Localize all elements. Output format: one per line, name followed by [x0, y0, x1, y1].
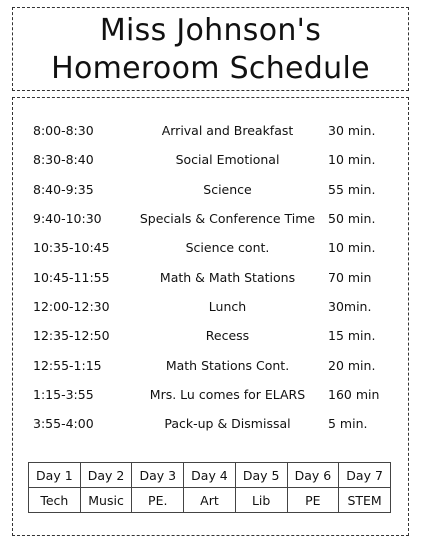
- table-row: [13, 262, 408, 291]
- special-row: [29, 488, 391, 513]
- duration-cell: 5 min.: [328, 416, 368, 432]
- title-line-1: Miss Johnson's: [99, 13, 322, 48]
- day-label: Day 7: [339, 463, 391, 488]
- table-row: [13, 175, 408, 204]
- activity-cell: Social Emotional: [175, 152, 280, 168]
- special-label: Art: [184, 488, 236, 513]
- day-header-row: [29, 463, 391, 488]
- time-cell: 12:00-12:30: [33, 298, 110, 314]
- time-cell: 10:45-11:55: [33, 269, 110, 285]
- activity-cell: Specials & Conference Time: [139, 211, 316, 227]
- table-row: [13, 204, 408, 233]
- day-label: Day 6: [287, 463, 339, 488]
- table-row: [13, 116, 408, 145]
- time-cell: 1:15-3:55: [33, 386, 94, 402]
- day-label: Day 4: [184, 463, 236, 488]
- duration-cell: 20 min.: [328, 357, 376, 373]
- special-label: STEM: [339, 488, 391, 513]
- special-label: Music: [80, 488, 132, 513]
- activity-cell: Science cont.: [185, 240, 270, 256]
- table-row: [13, 380, 408, 409]
- duration-cell: 15 min.: [328, 328, 376, 344]
- time-cell: 3:55-4:00: [33, 416, 94, 432]
- table-row: [13, 350, 408, 379]
- time-cell: 8:30-8:40: [33, 152, 94, 168]
- schedule-box: [12, 97, 409, 536]
- title-line-2: Homeroom Schedule: [51, 51, 370, 86]
- specials-rotation-table: [28, 462, 391, 513]
- day-label: Day 1: [29, 463, 81, 488]
- activity-cell: Mrs. Lu comes for ELARS: [149, 386, 306, 402]
- time-cell: 8:40-9:35: [33, 181, 94, 197]
- table-row: [13, 292, 408, 321]
- duration-cell: 160 min: [328, 386, 380, 402]
- time-cell: 12:55-1:15: [33, 357, 102, 373]
- duration-cell: 30 min.: [328, 123, 376, 139]
- duration-cell: 50 min.: [328, 211, 376, 227]
- day-label: Day 3: [132, 463, 184, 488]
- activity-cell: Lunch: [208, 298, 247, 314]
- title-box: [12, 7, 409, 91]
- day-label: Day 5: [235, 463, 287, 488]
- special-label: Tech: [29, 488, 81, 513]
- activity-cell: Math & Math Stations: [159, 269, 296, 285]
- activity-cell: Arrival and Breakfast: [161, 123, 294, 139]
- special-label: PE: [287, 488, 339, 513]
- special-label: PE.: [132, 488, 184, 513]
- schedule-table: [13, 116, 408, 438]
- activity-cell: Recess: [205, 328, 250, 344]
- special-label: Lib: [235, 488, 287, 513]
- duration-cell: 10 min.: [328, 240, 376, 256]
- time-cell: 10:35-10:45: [33, 240, 110, 256]
- duration-cell: 70 min: [328, 269, 372, 285]
- time-cell: 9:40-10:30: [33, 211, 102, 227]
- duration-cell: 10 min.: [328, 152, 376, 168]
- table-row: [13, 233, 408, 262]
- time-cell: 8:00-8:30: [33, 123, 94, 139]
- table-row: [13, 145, 408, 174]
- activity-cell: Math Stations Cont.: [165, 357, 290, 373]
- activity-cell: Science: [203, 181, 252, 197]
- time-cell: 12:35-12:50: [33, 328, 110, 344]
- activity-cell: Pack-up & Dismissal: [164, 416, 291, 432]
- day-label: Day 2: [80, 463, 132, 488]
- table-row: [13, 409, 408, 438]
- table-row: [13, 321, 408, 350]
- duration-cell: 30min.: [328, 298, 372, 314]
- duration-cell: 55 min.: [328, 181, 376, 197]
